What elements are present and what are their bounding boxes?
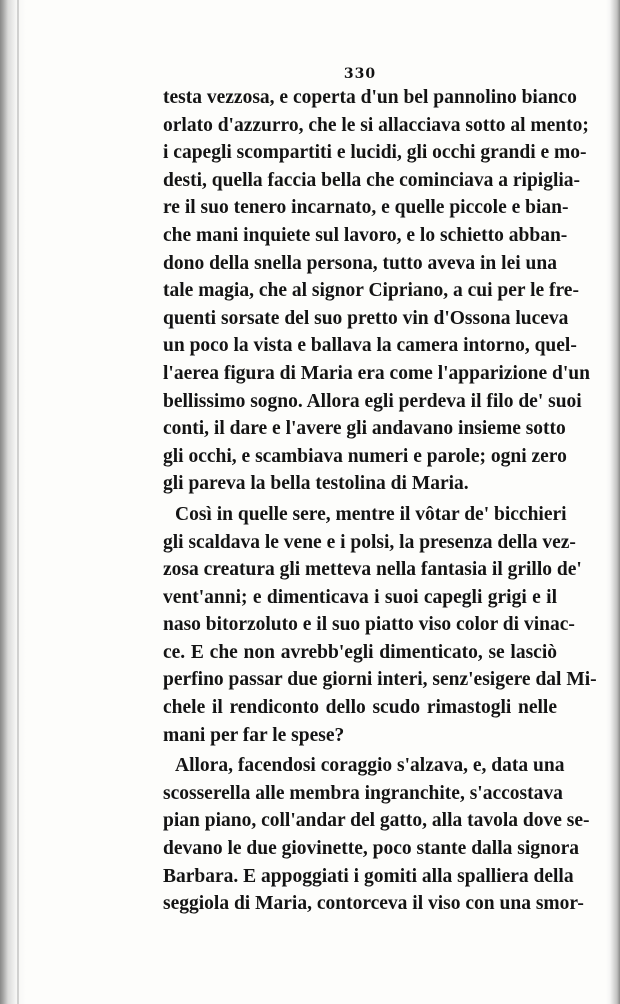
text-line: quenti sorsate del suo pretto vin d'Ossona luceva <box>163 307 569 329</box>
text-line: seggiola di Maria, contorceva il viso con una smor- <box>163 893 584 915</box>
text-line: perfino passar due giorni interi, senz'esigere dal Mi- <box>163 669 597 691</box>
page-edge-shadow <box>606 0 620 1004</box>
text-line: naso bitorzoluto e il suo piatto viso color di vinac- <box>163 614 575 636</box>
paragraph <box>163 501 597 749</box>
page-binding-shadow <box>0 0 26 1004</box>
body-text <box>163 84 597 918</box>
text-line: scosserella alle membra ingranchite, s'accostava <box>163 782 563 804</box>
text-line: un poco la vista e ballava la camera intorno, quel- <box>163 335 577 357</box>
text-line: Allora, facendosi coraggio s'alzava, e, data una <box>175 755 565 777</box>
paragraph <box>163 84 590 498</box>
text-line: che mani inquiete sul lavoro, e lo schietto abban- <box>163 224 568 246</box>
text-line: gli pareva la bella testolina di Maria. <box>163 473 469 495</box>
text-line: orlato d'azzurro, che le si allacciava sotto al mento; <box>163 114 589 136</box>
text-line: testa vezzosa, e coperta d'un bel pannolino bianco <box>163 87 577 108</box>
text-line: desti, quella faccia bella che cominciava a ripiglia- <box>163 169 581 191</box>
page-number: 330 <box>343 66 377 82</box>
text-line: zosa creatura gli metteva nella fantasia il grillo de' <box>163 559 582 581</box>
text-line: mani per far le spese? <box>163 724 345 746</box>
text-line: l'aerea figura di Maria era come l'apparizione d'un <box>163 362 590 384</box>
paragraph <box>163 752 590 918</box>
text-line: conti, il dare e l'avere gli andavano insieme sotto <box>163 418 566 440</box>
text-line: Barbara. E appoggiati i gomiti alla spalliera della <box>163 865 574 887</box>
text-line: devano le due giovinette, poco stante dalla signora <box>163 838 580 860</box>
text-line: dono della snella persona, tutto aveva in lei una <box>163 252 557 274</box>
text-line: re il suo tenero incarnato, e quelle piccole e bian- <box>163 197 569 219</box>
text-line: Così in quelle sere, mentre il vôtar de' bicchieri <box>175 503 567 525</box>
text-line: pian piano, coll'andar del gatto, alla tavola dove se- <box>163 810 590 832</box>
text-line: i capegli scompartiti e lucidi, gli occhi grandi e mo- <box>163 142 587 164</box>
text-line: vent'anni; e dimenticava i suoi capegli grigi e il <box>163 586 557 608</box>
text-line: tale magia, che al signor Cipriano, a cui per le fre- <box>163 280 579 302</box>
text-line: chele il rendiconto dello scudo rimastogli nelle <box>163 697 557 719</box>
page-fold-line <box>17 0 19 1004</box>
text-line: gli occhi, e scambiava numeri e parole; ogni zero <box>163 445 567 467</box>
text-line: bellissimo sogno. Allora egli perdeva il filo de' suoi <box>163 390 582 412</box>
text-line: gli scaldava le vene e i polsi, la presenza della vez- <box>163 531 576 553</box>
text-line: ce. E che non avrebb'egli dimenticato, se lasciò <box>163 641 557 663</box>
